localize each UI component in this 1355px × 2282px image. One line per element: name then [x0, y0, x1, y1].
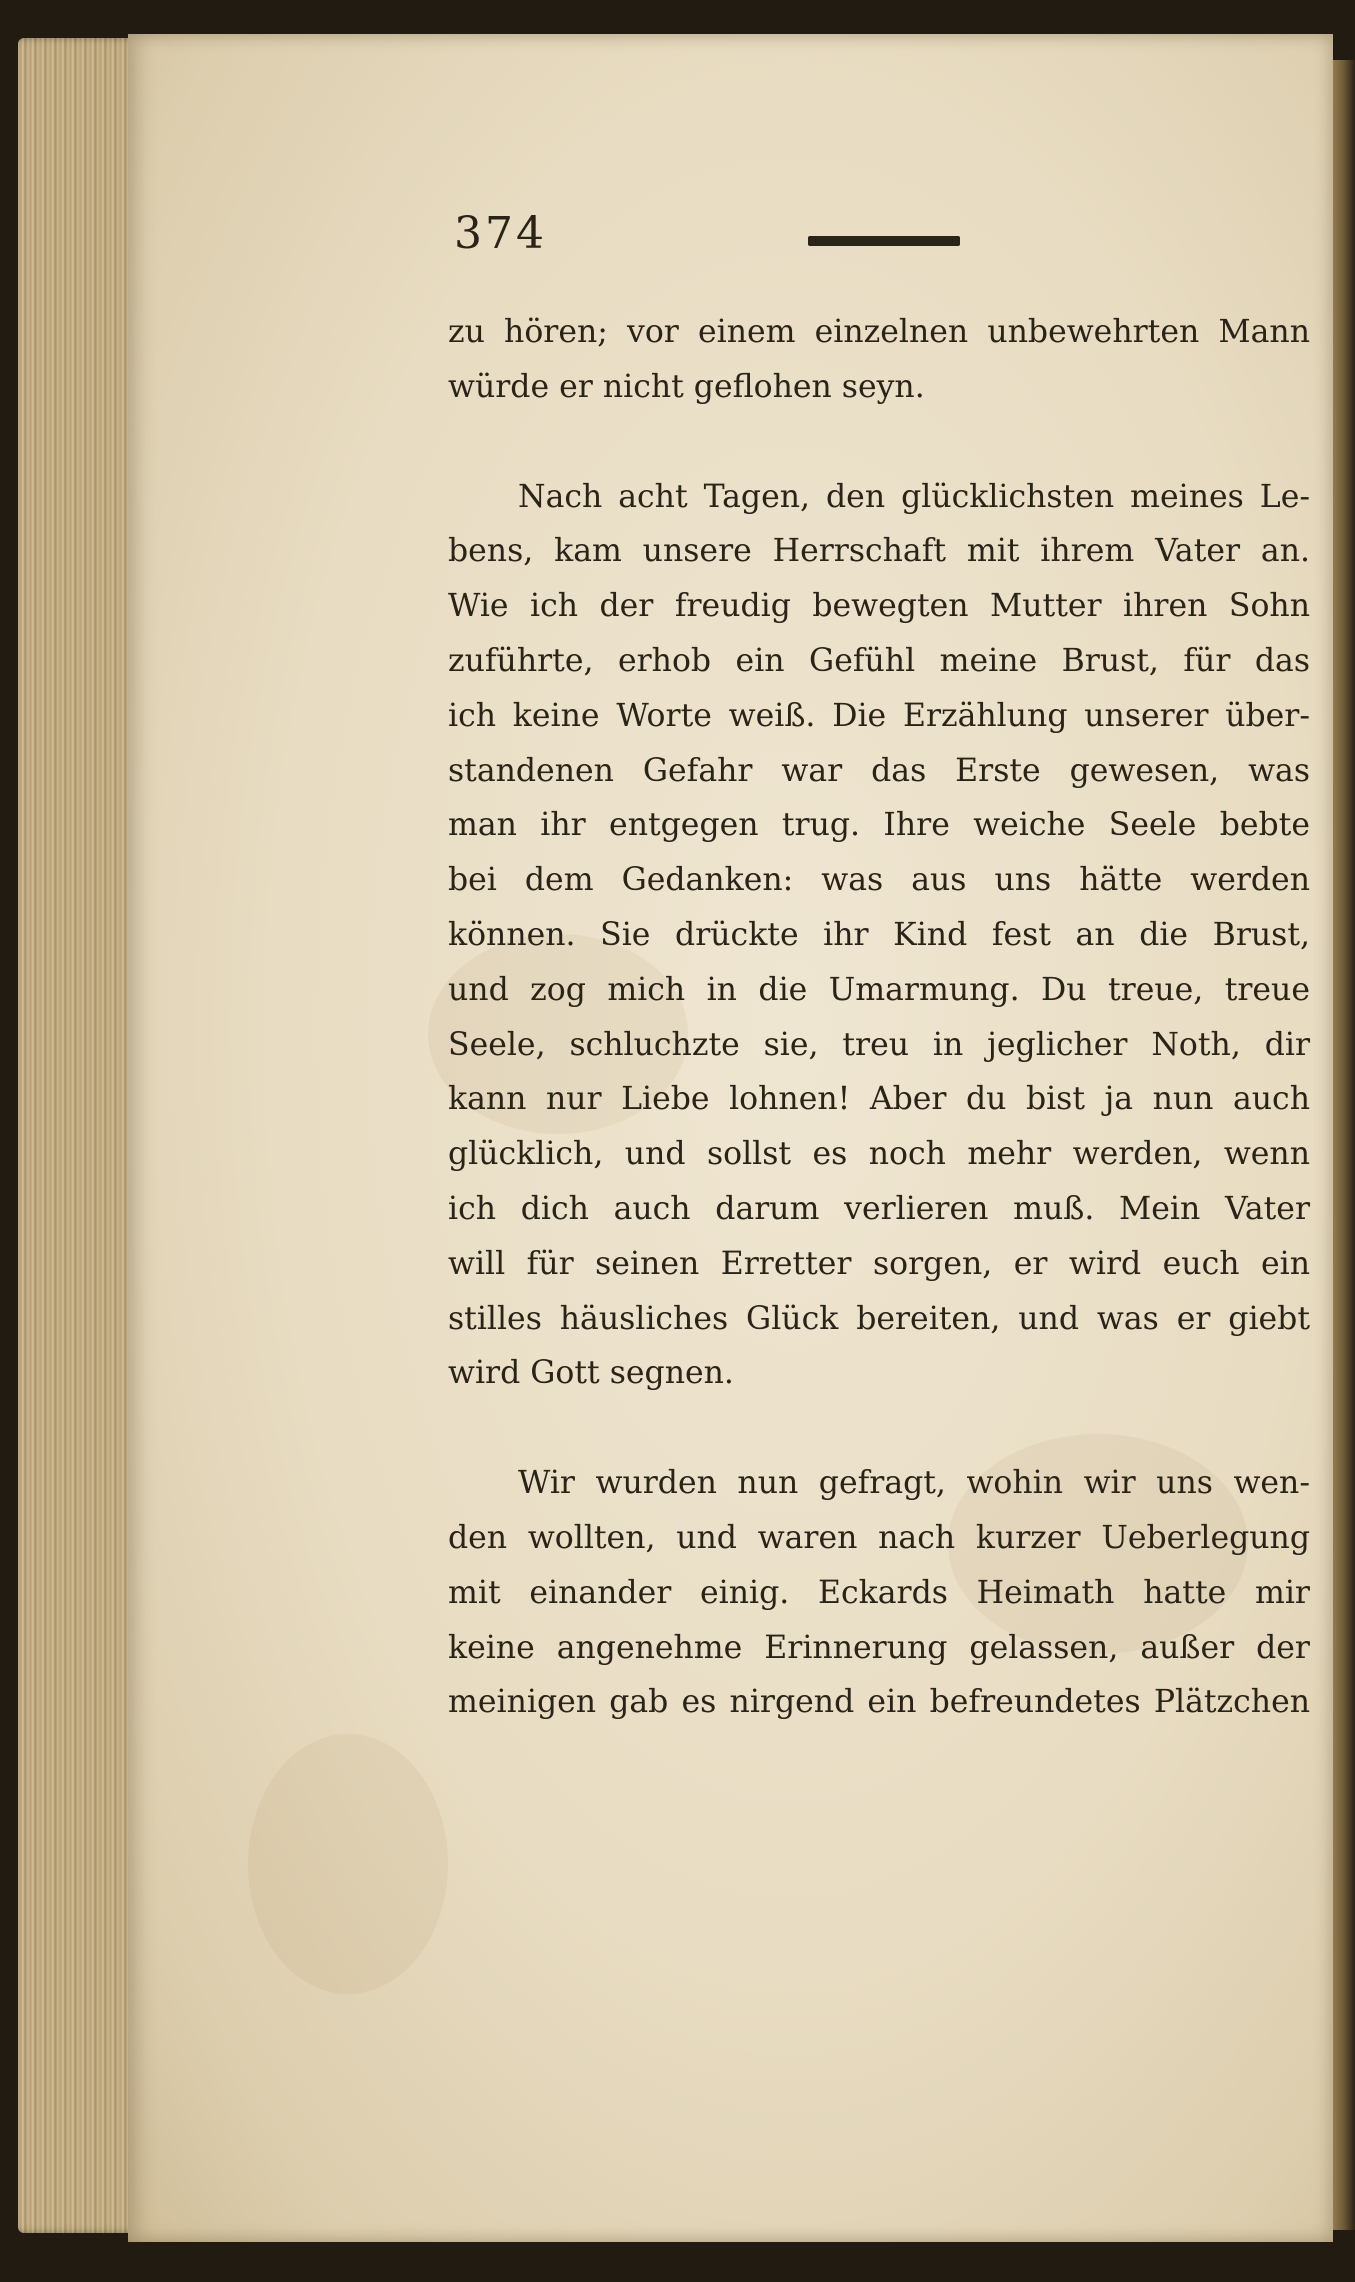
text-line: Seele, schluchzte sie, treu in jeglicher Noth, dir: [448, 1026, 1310, 1063]
paragraph: [448, 305, 1310, 415]
text-line: standenen Gefahr war das Erste gewesen, was: [448, 752, 1310, 789]
text-line: bei dem Gedanken: was aus uns hätte werden: [448, 862, 1310, 899]
text-line: stilles häusliches Glück bereiten, und was er giebt: [448, 1300, 1310, 1337]
text-line: Nach acht Tagen, den glücklichsten meines Le-: [518, 478, 1310, 515]
text-line: mit einander einig. Eckards Heimath hatte mir: [448, 1574, 1310, 1611]
text-line: man ihr entgegen trug. Ihre weiche Seele bebte: [448, 807, 1310, 844]
text-line: den wollten, und waren nach kurzer Ueberlegung: [448, 1519, 1310, 1556]
text-line: wird Gott segnen.: [448, 1355, 734, 1392]
text-line: keine angenehme Erinnerung gelassen, außer der: [448, 1629, 1310, 1666]
text-line: zuführte, erhob ein Gefühl meine Brust, für das: [448, 642, 1310, 679]
text-line: kann nur Liebe lohnen! Aber du bist ja nun auch: [448, 1081, 1310, 1118]
text-line: und zog mich in die Umarmung. Du treue, treue: [448, 971, 1310, 1008]
text-line: bens, kam unsere Herrschaft mit ihrem Vater an.: [448, 533, 1310, 570]
header-rule: [808, 236, 960, 246]
text-line: Wir wurden nun gefragt, wohin wir uns wen-: [518, 1465, 1310, 1502]
page-body: [448, 305, 1310, 1730]
text-line: will für seinen Erretter sorgen, er wird euch ein: [448, 1245, 1310, 1282]
paragraph: [448, 1456, 1310, 1730]
text-line: glücklich, und sollst es noch mehr werden, wenn: [448, 1136, 1310, 1173]
paragraph: [448, 470, 1310, 1402]
text-line: meinigen gab es nirgend ein befreundetes Plätzchen: [448, 1684, 1310, 1721]
text-line: würde er nicht geflohen seyn.: [448, 368, 925, 405]
text-line: können. Sie drückte ihr Kind fest an die Brust,: [448, 916, 1310, 953]
page-number: 374: [454, 208, 547, 259]
text-line: zu hören; vor einem einzelnen unbewehrten Mann: [448, 314, 1310, 350]
text-line: ich keine Worte weiß. Die Erzählung unserer über-: [448, 697, 1310, 734]
text-line: Wie ich der freudig bewegten Mutter ihren Sohn: [448, 588, 1310, 625]
text-line: ich dich auch darum verlieren muß. Mein Vater: [448, 1190, 1310, 1227]
